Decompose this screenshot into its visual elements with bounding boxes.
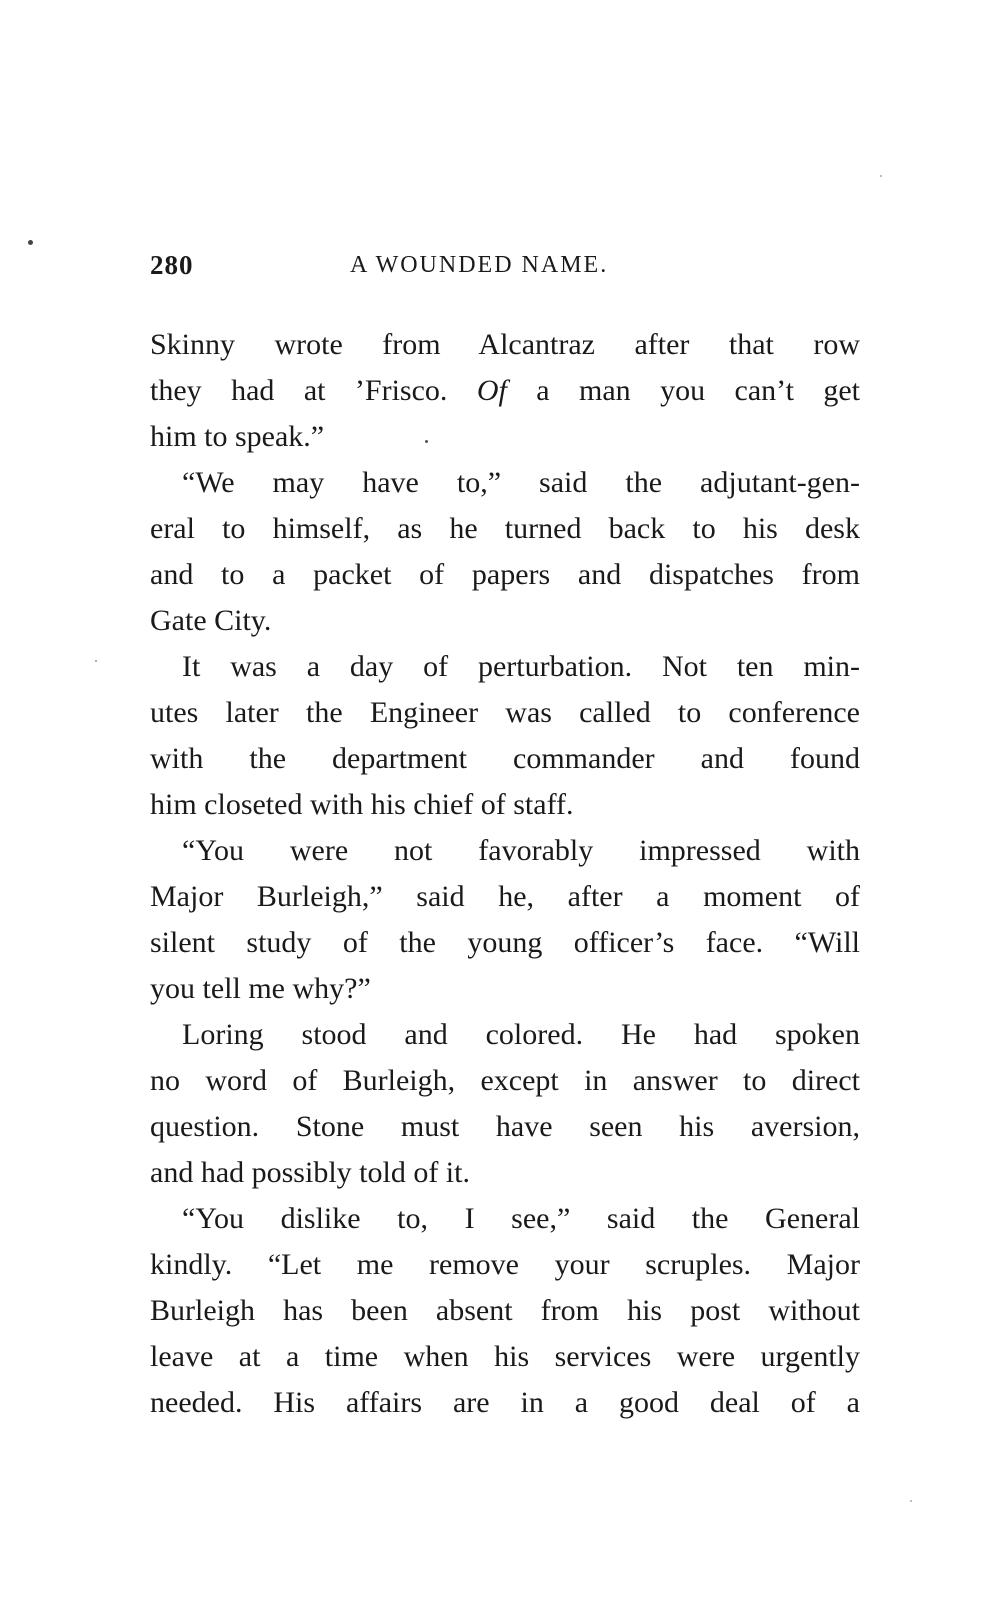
text-line: Skinny wrote from Alcantraz after that row <box>150 328 860 361</box>
scan-speck <box>95 660 97 662</box>
text-line: and had possibly told of it. <box>150 1156 470 1189</box>
text-line: him closeted with his chief of staff. <box>150 788 574 821</box>
text-line: Major Burleigh,” said he, after a moment of <box>150 880 860 913</box>
text-line: utes later the Engineer was called to conference <box>150 696 860 729</box>
text-line: Loring stood and colored. He had spoken <box>182 1018 860 1051</box>
body-text <box>150 322 860 1426</box>
running-title: A WOUNDED NAME. <box>350 252 609 278</box>
text-line: “You dislike to, I see,” said the General <box>182 1202 860 1235</box>
text-line: kindly. “Let me remove your scruples. Major <box>150 1248 860 1281</box>
text-line: you tell me why?” <box>150 972 371 1005</box>
text-line: leave at a time when his services were urgently <box>150 1340 860 1373</box>
scan-speck <box>28 240 33 245</box>
text-line: they had at ’Frisco. Of a man you can’t get <box>150 374 860 407</box>
text-line: him to speak.” <box>150 420 325 453</box>
text-line: with the department commander and found <box>150 742 860 775</box>
text-line: eral to himself, as he turned back to his desk <box>150 512 860 545</box>
scan-speck <box>880 175 882 177</box>
text-line: It was a day of perturbation. Not ten min- <box>182 650 860 683</box>
text-line: “We may have to,” said the adjutant-gen- <box>182 466 860 499</box>
text-line: Burleigh has been absent from his post without <box>150 1294 860 1327</box>
text-line: silent study of the young officer’s face. “Will <box>150 926 860 959</box>
italic-word: Of <box>476 374 507 407</box>
text-line: question. Stone must have seen his aversion, <box>150 1110 860 1143</box>
text-line: Gate City. <box>150 604 272 637</box>
scan-speck <box>425 440 428 443</box>
text-line: needed. His affairs are in a good deal of a <box>150 1386 860 1419</box>
text-line: no word of Burleigh, except in answer to direct <box>150 1064 860 1097</box>
scan-speck <box>910 1500 912 1502</box>
running-head <box>150 250 860 290</box>
page-number: 280 <box>150 250 194 280</box>
text-line: and to a packet of papers and dispatches from <box>150 558 860 591</box>
text-line: “You were not favorably impressed with <box>182 834 860 867</box>
